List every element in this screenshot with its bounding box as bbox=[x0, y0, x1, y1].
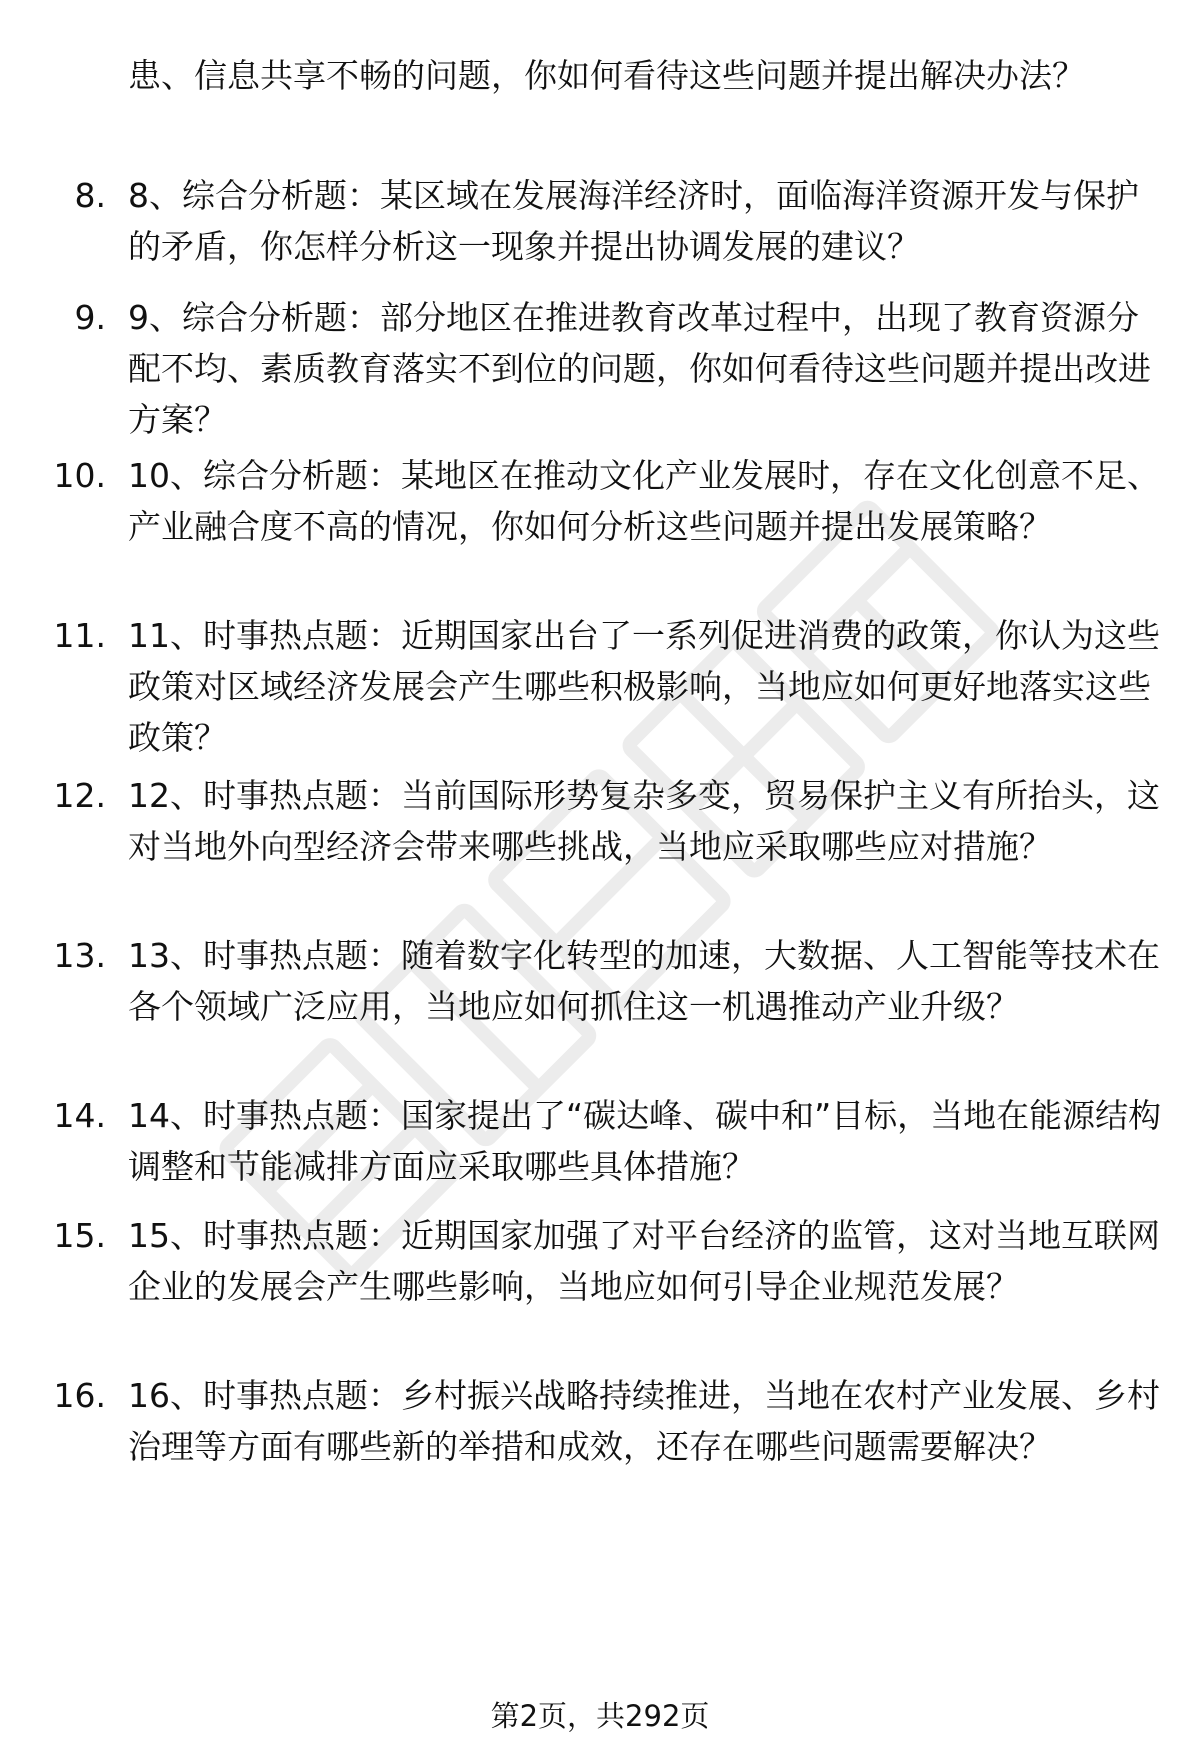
item-number: 8. bbox=[74, 176, 106, 215]
item-text: 16、时事热点题：乡村振兴战略持续推进，当地在农村产业发展、乡村治理等方面有哪些新的举措和成效，还存在哪些问题需要解决？ bbox=[128, 1376, 1160, 1466]
item-text: 10、综合分析题：某地区在推动文化产业发展时，存在文化创意不足、产业融合度不高的情况，你如何分析这些问题并提出发展策略？ bbox=[128, 456, 1160, 546]
item-text: 11、时事热点题：近期国家出台了一系列促进消费的政策，你认为这些政策对区域经济发展会产生哪些积极影响，当地应如何更好地落实这些政策？ bbox=[128, 616, 1160, 757]
item-number: 14. bbox=[53, 1096, 106, 1135]
item-text: 患、信息共享不畅的问题，你如何看待这些问题并提出解决办法？ bbox=[128, 56, 1085, 95]
item-number: 11. bbox=[53, 616, 106, 655]
item-text: 13、时事热点题：随着数字化转型的加速，大数据、人工智能等技术在各个领域广泛应用，当地应如何抓住这一机遇推动产业升级？ bbox=[128, 936, 1160, 1026]
item-number: 13. bbox=[53, 936, 106, 975]
item-number: 16. bbox=[53, 1376, 106, 1415]
item-text: 14、时事热点题：国家提出了“碳达峰、碳中和”目标，当地在能源结构调整和节能减排方面应采取哪些具体措施？ bbox=[128, 1096, 1162, 1186]
item-text: 8、综合分析题：某区域在发展海洋经济时，面临海洋资源开发与保护的矛盾，你怎样分析这一现象并提出协调发展的建议？ bbox=[128, 176, 1139, 266]
item-number: 15. bbox=[53, 1216, 106, 1255]
page-number-footer: 第2页，共292页 bbox=[490, 1699, 710, 1733]
item-number: 9. bbox=[74, 298, 106, 337]
item-text: 12、时事热点题：当前国际形势复杂多变，贸易保护主义有所抬头，这对当地外向型经济会带来哪些挑战，当地应采取哪些应对措施？ bbox=[128, 776, 1160, 866]
item-number: 12. bbox=[53, 776, 106, 815]
item-number: 10. bbox=[53, 456, 106, 495]
item-text: 15、时事热点题：近期国家加强了对平台经济的监管，这对当地互联网企业的发展会产生哪些影响，当地应如何引导企业规范发展？ bbox=[128, 1216, 1160, 1306]
item-text: 9、综合分析题：部分地区在推进教育改革过程中，出现了教育资源分配不均、素质教育落实不到位的问题，你如何看待这些问题并提出改进方案？ bbox=[128, 298, 1151, 439]
